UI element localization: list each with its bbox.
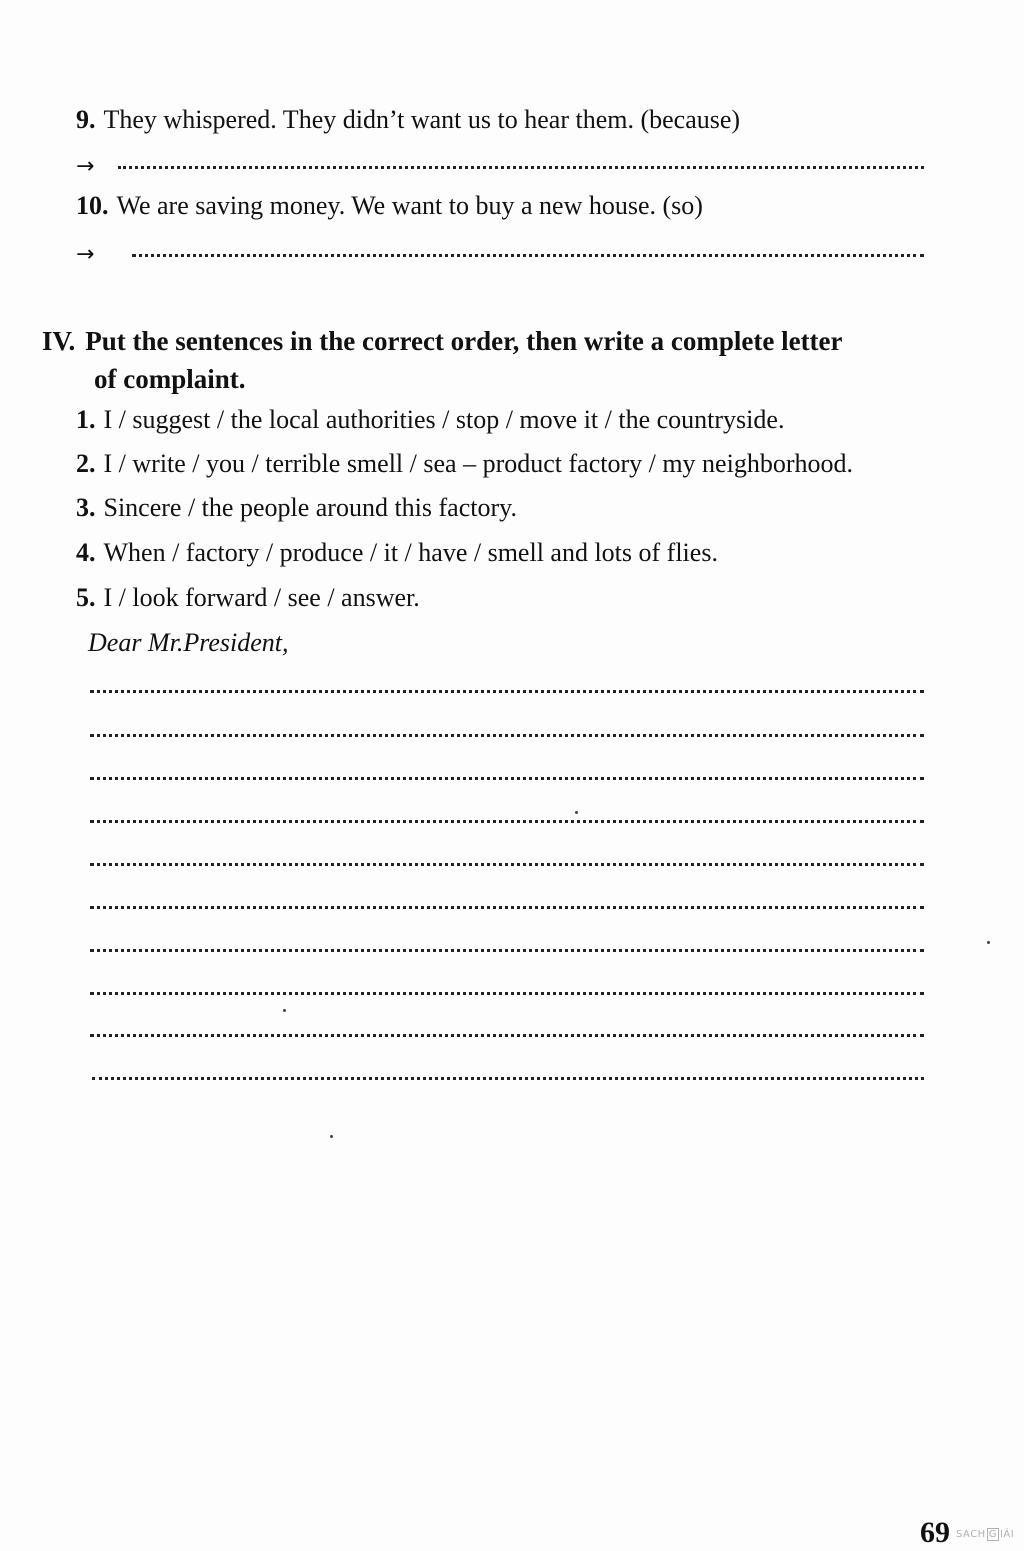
letter-writing-line[interactable] [90, 820, 924, 823]
letter-writing-line[interactable] [92, 1077, 924, 1080]
watermark-box: G [988, 1529, 997, 1540]
item-text: Sincere / the people around this factory. [103, 493, 517, 522]
scan-speck [330, 1135, 333, 1138]
item-number: 3. [76, 493, 96, 522]
item-text: I / look forward / see / answer. [103, 583, 420, 612]
letter-writing-line[interactable] [90, 906, 924, 909]
section-iv-heading-line2: of complaint. [94, 364, 246, 394]
letter-writing-line[interactable] [90, 777, 924, 780]
exercise-10-answer-row [76, 240, 112, 270]
item-text: When / factory / produce / it / have / smell and lots of flies. [103, 538, 718, 567]
exercise-9-answer-line[interactable] [118, 166, 924, 169]
item-number: 1. [76, 405, 96, 434]
list-item [76, 537, 718, 569]
item-text: I / write / you / terrible smell / sea – product factory / my neighborhood. [103, 449, 853, 478]
scan-speck [575, 811, 578, 814]
exercise-10-answer-line[interactable] [132, 254, 924, 257]
section-iv-heading [42, 322, 972, 398]
exercise-9-text: They whispered. They didn’t want us to hear them. (because) [103, 105, 741, 134]
item-number: 5. [76, 583, 96, 612]
exercise-9-answer-row [76, 152, 112, 182]
exercise-10-text: We are saving money. We want to buy a new house. (so) [116, 191, 703, 220]
arrow-icon: → [76, 242, 95, 267]
letter-writing-line[interactable] [90, 734, 924, 737]
scan-speck [283, 1009, 286, 1012]
page-number: 69 [920, 1516, 950, 1549]
list-item [76, 582, 420, 614]
watermark-right: IÁI [999, 1529, 1015, 1540]
item-number: 4. [76, 538, 96, 567]
exercise-10 [76, 190, 703, 222]
list-item [76, 448, 853, 480]
exercise-9 [76, 104, 740, 136]
exercise-9-number: 9. [76, 105, 96, 134]
section-iv-heading-line1: Put the sentences in the correct order, then write a complete letter [85, 326, 843, 356]
scan-speck [987, 941, 990, 944]
letter-writing-line[interactable] [90, 949, 924, 952]
publisher-watermark [956, 1528, 1014, 1541]
letter-writing-line[interactable] [90, 1034, 924, 1037]
letter-writing-line[interactable] [90, 992, 924, 995]
section-iv-roman: IV. [42, 326, 76, 356]
list-item [76, 492, 517, 524]
letter-greeting: Dear Mr.President, [88, 628, 289, 657]
letter-writing-line[interactable] [90, 690, 924, 693]
arrow-icon: → [76, 154, 95, 179]
watermark-left: SACH [956, 1529, 986, 1540]
letter-writing-line[interactable] [90, 863, 924, 866]
item-text: I / suggest / the local authorities / stop / move it / the countryside. [103, 405, 785, 434]
list-item [76, 404, 784, 436]
item-number: 2. [76, 449, 96, 478]
exercise-10-number: 10. [76, 191, 109, 220]
